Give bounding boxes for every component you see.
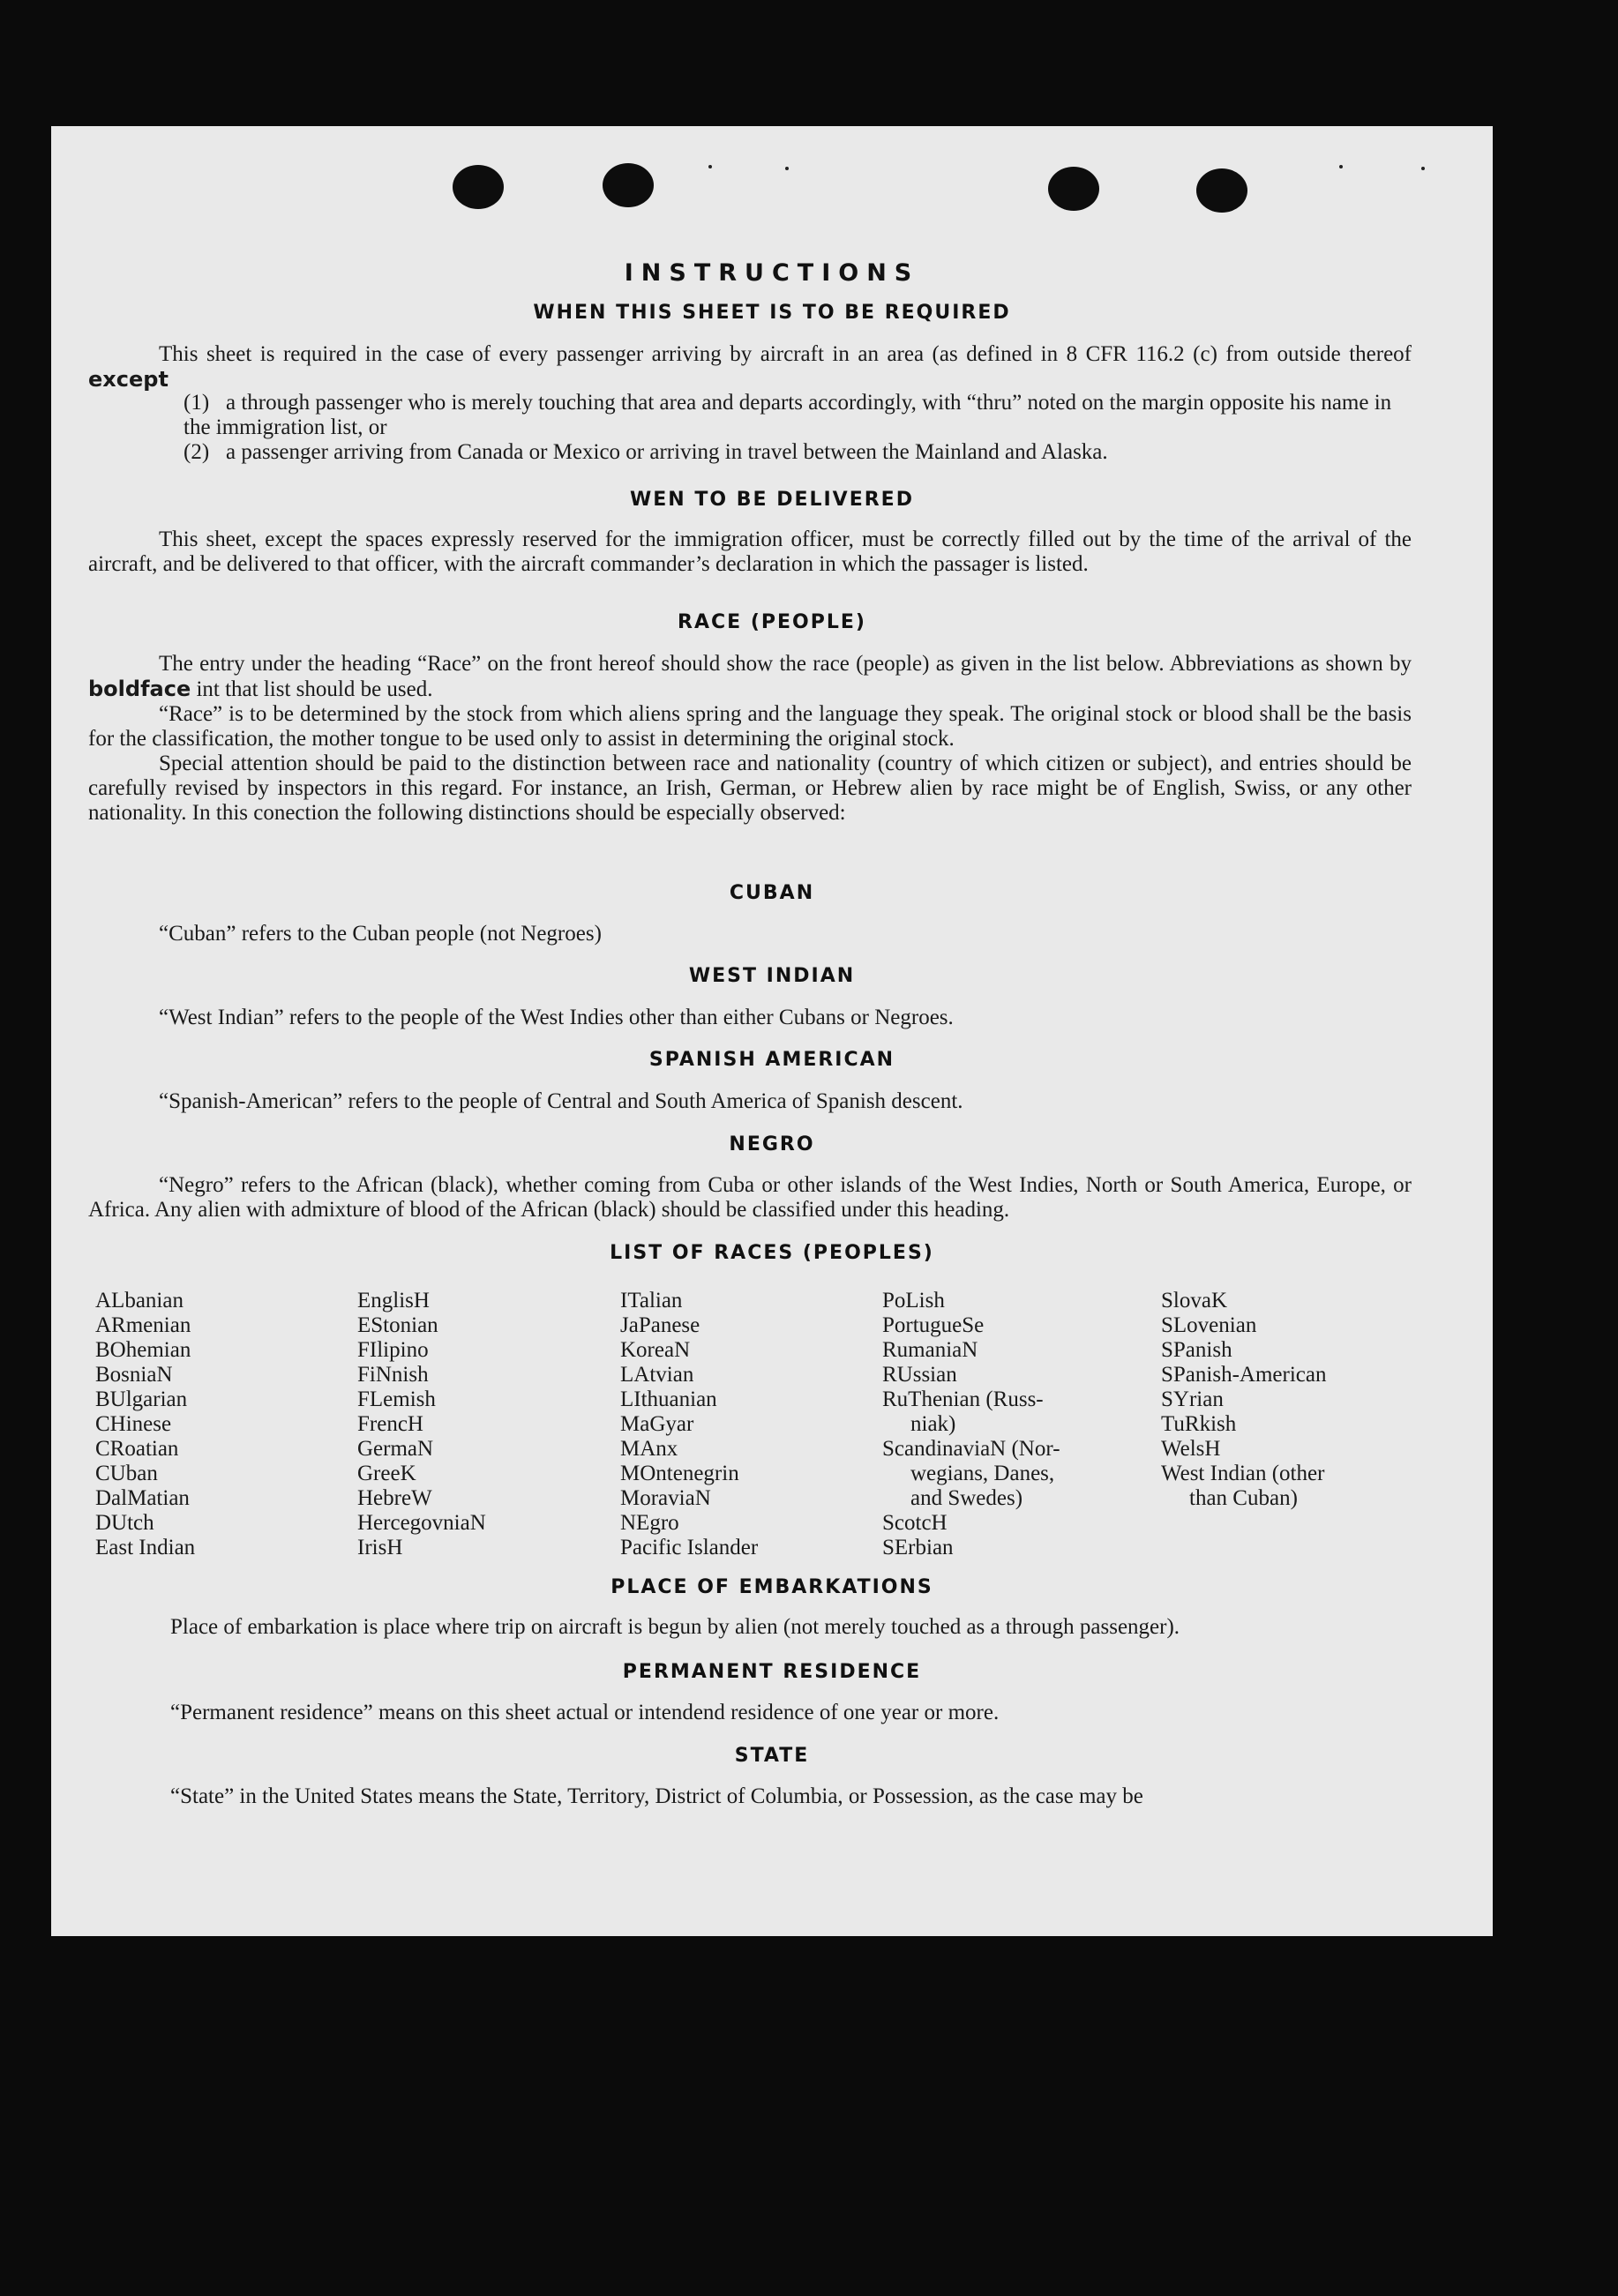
delivered-text: This sheet, except the spaces expressly reserved for the immigration officer, must be correctly filled out by the time of the arrival of the aircraft, and be delivered to that officer, with the aircraft commander’s declaration in which the passager is listed. <box>88 527 1412 576</box>
west-indian-text: “West Indian” refers to the people of the West Indies other than either Cubans or Negroes. <box>159 1006 954 1029</box>
race-item: BosniaN <box>95 1363 173 1387</box>
page-title: INSTRUCTIONS <box>624 259 920 287</box>
speck <box>785 167 789 170</box>
race-item: ScotcH <box>882 1511 948 1535</box>
race-item: SYrian <box>1161 1387 1224 1411</box>
race-item: ARmenian <box>95 1313 191 1337</box>
race-item: SErbian <box>882 1536 954 1559</box>
paragraph-spanish-american <box>88 1089 1412 1114</box>
race-item: FrencH <box>357 1412 423 1436</box>
race-item: GreeK <box>357 1462 416 1485</box>
item-text: a passenger arriving from Canada or Mexico or arriving in travel between the Mainland and Alaska. <box>226 440 1108 464</box>
race-item: EStonian <box>357 1313 438 1337</box>
paragraph-race <box>88 652 1412 826</box>
race-item: East Indian <box>95 1536 196 1559</box>
required-intro: This sheet is required in the case of every passenger arriving by aircraft in an area (as defined in 8 CFR 116.2 (c) from outside thereof <box>159 342 1412 366</box>
race-item: LIthuanian <box>620 1387 717 1411</box>
residence-text: “Permanent residence” means on this sheet actual or intendend residence of one year or more. <box>170 1701 1000 1724</box>
heading-west-indian: WEST INDIAN <box>688 965 856 987</box>
race-item-continued: wegians, Danes, <box>910 1462 1055 1485</box>
heading-delivered: WEN TO BE DELIVERED <box>630 489 914 511</box>
required-item-1 <box>184 391 1412 440</box>
paragraph-cuban <box>88 922 1412 946</box>
paragraph-state <box>100 1784 1434 1809</box>
race-item-continued: and Swedes) <box>910 1486 1023 1510</box>
heading-negro: NEGRO <box>729 1133 815 1155</box>
punch-hole <box>1196 168 1247 213</box>
race-item: RUssian <box>882 1363 957 1387</box>
race-item: RuThenian (Russ- <box>882 1387 1044 1411</box>
race-item: MoraviaN <box>620 1486 711 1510</box>
race-item: MaGyar <box>620 1412 694 1436</box>
race-item: DalMatian <box>95 1486 190 1510</box>
race-item: ALbanian <box>95 1289 184 1313</box>
required-item-2 <box>184 440 1412 465</box>
heading-cuban: CUBAN <box>729 882 815 904</box>
race-item-continued: niak) <box>910 1412 956 1436</box>
state-text: “State” in the United States means the State, Territory, District of Columbia, or Possession, as the case may be <box>170 1784 1143 1808</box>
race-item: TuRkish <box>1161 1412 1237 1436</box>
race-item: SPanish <box>1161 1338 1232 1362</box>
item-text: a through passenger who is merely touching that area and departs accordingly, with “thru” noted on the margin opposite his name in the immigration list, or <box>184 391 1392 439</box>
race-column-3 <box>620 1289 758 1560</box>
race-p1-end: int that list should be used. <box>196 677 433 701</box>
heading-list-of-races: LIST OF RACES (PEOPLES) <box>610 1242 934 1264</box>
race-item: LAtvian <box>620 1363 694 1387</box>
race-item: PortugueSe <box>882 1313 985 1337</box>
race-item: ScandinaviaN (Nor- <box>882 1437 1060 1461</box>
race-item: GermaN <box>357 1437 434 1461</box>
paragraph-negro <box>88 1173 1412 1223</box>
paragraph-embarkation <box>100 1615 1434 1640</box>
race-item: BUlgarian <box>95 1387 188 1411</box>
heading-spanish-american: SPANISH AMERICAN <box>648 1049 895 1071</box>
race-item: PoLish <box>882 1289 945 1313</box>
heading-residence: PERMANENT RESIDENCE <box>622 1661 922 1683</box>
speck <box>1339 165 1343 168</box>
except-word: except <box>88 367 169 392</box>
punch-hole <box>603 163 654 207</box>
item-number: (2) <box>184 440 210 464</box>
race-item: BOhemian <box>95 1338 191 1362</box>
race-item: West Indian (other <box>1161 1462 1325 1485</box>
paragraph-required <box>88 342 1412 393</box>
spanish-american-text: “Spanish-American” refers to the people of Central and South America of Spanish descent. <box>159 1089 963 1113</box>
race-item: KoreaN <box>620 1338 691 1362</box>
race-item: ITalian <box>620 1289 683 1313</box>
race-item: IrisH <box>357 1536 403 1559</box>
instruction-sheet <box>51 126 1493 1936</box>
race-item: JaPanese <box>620 1313 700 1337</box>
race-item: FLemish <box>357 1387 436 1411</box>
heading-state: STATE <box>734 1745 810 1767</box>
cuban-text: “Cuban” refers to the Cuban people (not Negroes) <box>159 922 602 946</box>
race-item: SlovaK <box>1161 1289 1227 1313</box>
heading-embarkation: PLACE OF EMBARKATIONS <box>610 1576 933 1598</box>
race-item: MAnx <box>620 1437 678 1461</box>
punch-hole <box>453 165 504 209</box>
race-item: DUtch <box>95 1511 154 1535</box>
race-item: CRoatian <box>95 1437 179 1461</box>
speck <box>1421 167 1425 170</box>
race-item: WelsH <box>1161 1437 1221 1461</box>
item-number: (1) <box>184 391 210 415</box>
race-column-2 <box>357 1289 486 1560</box>
race-item: Pacific Islander <box>620 1536 759 1559</box>
punch-hole <box>1048 167 1099 211</box>
race-item: SPanish-American <box>1161 1363 1327 1387</box>
race-item: FIlipino <box>357 1338 429 1362</box>
embarkation-text: Place of embarkation is place where trip on aircraft is begun by alien (not merely touched as a through passenger). <box>170 1615 1180 1639</box>
race-item: MOntenegrin <box>620 1462 739 1485</box>
boldface-word: boldface <box>88 677 191 701</box>
race-item: NEgro <box>620 1511 679 1535</box>
heading-required: WHEN THIS SHEET IS TO BE REQUIRED <box>533 302 1011 324</box>
paragraph-delivered <box>88 527 1412 577</box>
paragraph-residence <box>100 1701 1434 1725</box>
race-p3: Special attention should be paid to the distinction between race and nationality (country of which citizen or subject), and entries should be carefully revised by inspectors in this regard. For instance, an Irish, German, or Hebrew alien by race might be of English, Swiss, or any other nationality. In this conection the following distinctions should be especially observed: <box>88 752 1412 825</box>
speck <box>708 165 712 168</box>
race-p1-start: The entry under the heading “Race” on the front hereof should show the race (people) as given in the list below. Abbreviations as shown by <box>159 652 1412 676</box>
race-item: HebreW <box>357 1486 432 1510</box>
race-column-1 <box>95 1289 195 1560</box>
race-item-continued: than Cuban) <box>1189 1486 1298 1510</box>
race-item: EnglisH <box>357 1289 430 1313</box>
race-item: HercegovniaN <box>357 1511 486 1535</box>
negro-text: “Negro” refers to the African (black), whether coming from Cuba or other islands of the West Indies, North or South America, Europe, or Africa. Any alien with admixture of blood of the African (black) should be classified under this heading. <box>88 1173 1412 1222</box>
race-column-4 <box>882 1289 1060 1560</box>
race-item: CUban <box>95 1462 158 1485</box>
race-item: FiNnish <box>357 1363 429 1387</box>
paragraph-west-indian <box>88 1006 1412 1030</box>
race-p2: “Race” is to be determined by the stock from which aliens spring and the language they speak. The original stock or blood shall be the basis for the classification, the mother tongue to be used only to assist in determining the original stock. <box>88 702 1412 751</box>
race-item: RumaniaN <box>882 1338 978 1362</box>
heading-race: RACE (PEOPLE) <box>678 611 866 633</box>
race-column-5 <box>1161 1289 1326 1511</box>
race-item: SLovenian <box>1161 1313 1257 1337</box>
race-item: CHinese <box>95 1412 172 1436</box>
